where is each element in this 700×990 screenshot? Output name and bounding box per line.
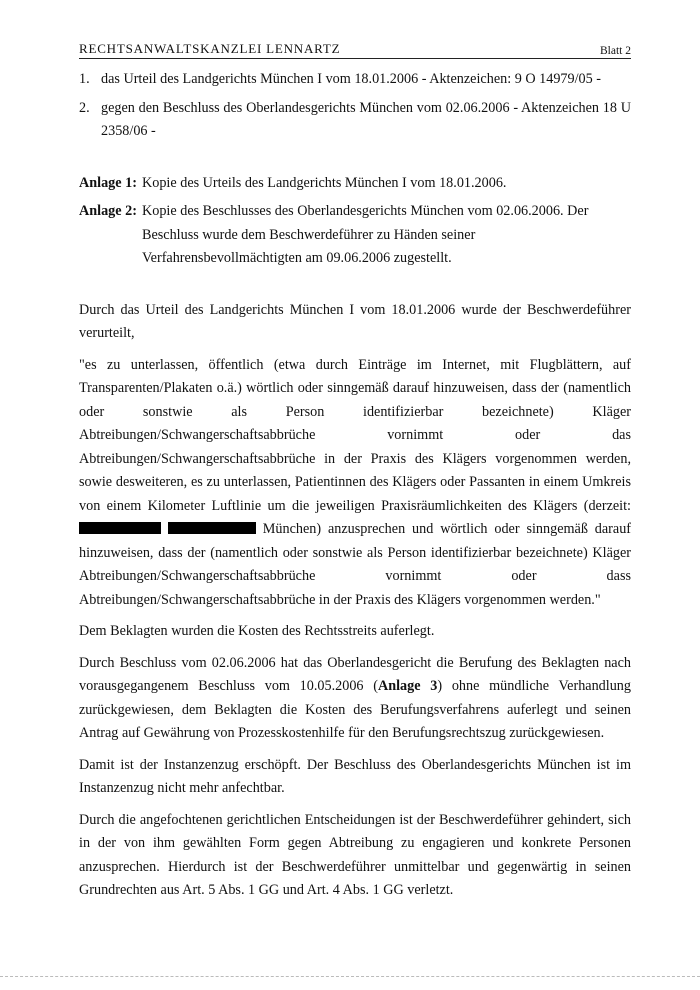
list-item [79,68,631,92]
paragraph-judgment-quote [79,354,631,613]
paragraph-judgment-intro: Durch das Urteil des Landgerichts München I vom 18.01.2006 wurde der Beschwerdeführer verurteilt, [79,301,631,341]
quote-part-2: München) anzusprechen und wörtlich oder sinngemäß darauf hinzuweisen, dass der (namentlich oder sonstwie als Person identifizierbar bezeichnete) Kläger Abtreibungen/Schwangerschaftsabbrüche vornimmt oder dass Abtreibungen/Schwangerschaftsabbrüche in der Praxis des Klägers vorgenommen werden." [79,521,632,608]
attachment-item [79,172,631,196]
redaction-bar [168,522,256,534]
appeal-text-after: ) ohne mündliche Verhandlung zurückgewiesen, dem Beklagten die Kosten des Berufungsverfahrens auferlegt und seinen Antrag auf Gewährung von Prozesskostenhilfe für den Berufungsrechtszug zurückgewiesen. [79,678,631,741]
paragraph-appeal-decision [79,652,631,746]
attachment-label: Anlage 1: [79,174,137,191]
page-header [79,41,631,59]
paragraph-rights-violation: Durch die angefochtenen gerichtlichen Entscheidungen ist der Beschwerdeführer gehindert, sich in der von ihm gewählten Form gegen Abtreibung zu engagieren und konkrete Personen anzusprechen. Hierdurch ist der Beschwerdeführer unmittelbar und gegenwärtig in seinen Grundrechten aus Art. 5 Abs. 1 GG und Art. 4 Abs. 1 GG verletzt. [79,811,631,898]
attachments-list [79,172,631,271]
list-text: das Urteil des Landgerichts München I vom 18.01.2006 - Aktenzeichen: 9 O 14979/05 - [101,71,601,87]
footer-rule [0,976,700,978]
firm-name: RECHTSANWALTSKANZLEI LENNARTZ [79,41,341,56]
paragraph-costs: Dem Beklagten wurden die Kosten des Rechtsstreits auferlegt. [79,623,435,639]
list-number: 1. [79,71,90,87]
attachment-text: Kopie des Beschlusses des Oberlandesgerichts München vom 02.06.2006. Der Beschluss wurde dem Beschwerdeführer zu Händen seiner Verfahrensbevollmächtigten am 09.06.2006 zugestellt. [142,203,589,266]
attachment-text: Kopie des Urteils des Landgerichts München I vom 18.01.2006. [142,174,507,191]
paragraph-instances-exhausted: Damit ist der Instanzenzug erschöpft. Der Beschluss des Oberlandesgerichts München ist im Instanzenzug nicht mehr anfechtbar. [79,756,631,796]
redaction-bar [79,522,161,534]
attachment-item [79,200,631,271]
attachment-label: Anlage 2: [79,203,137,219]
document-body [79,68,631,911]
page-number: Blatt 2 [600,45,631,57]
list-number: 2. [79,99,90,116]
list-text: gegen den Beschluss des Oberlandesgerichts München vom 02.06.2006 - Aktenzeichen 18 U 2358/06 - [101,99,631,139]
attachment-reference: Anlage 3 [377,678,438,694]
list-item [79,97,631,144]
appeal-text-before: Durch Beschluss vom 02.06.2006 hat das Oberlandesgericht die Berufung des Beklagten nach vorausgegangenem Beschluss vom 10.05.2006 ( [79,654,631,694]
quote-part-1: "es zu unterlassen, öffentlich (etwa durch Einträge im Internet, mit Flugblättern, auf Transparenten/Plakaten o.ä.) wörtlich oder sinngemäß darauf hinzuweisen, dass der (namentlich oder sonstwie als Person identifizierbar bezeichnete) Kläger Abtreibungen/Schwangerschaftsabbrüche vornimmt oder das Abtreibungen/Schwangerschaftsabbrüche in der Praxis des Klägers vorgenommen werden, sowie desweiteren, es zu unterlassen, Patientinnen des Klägers oder Passanten in einem Umkreis von einem Kilometer Luftlinie um die jeweiligen Praxisräumlichkeiten des Klägers (derzeit: [79,356,631,514]
